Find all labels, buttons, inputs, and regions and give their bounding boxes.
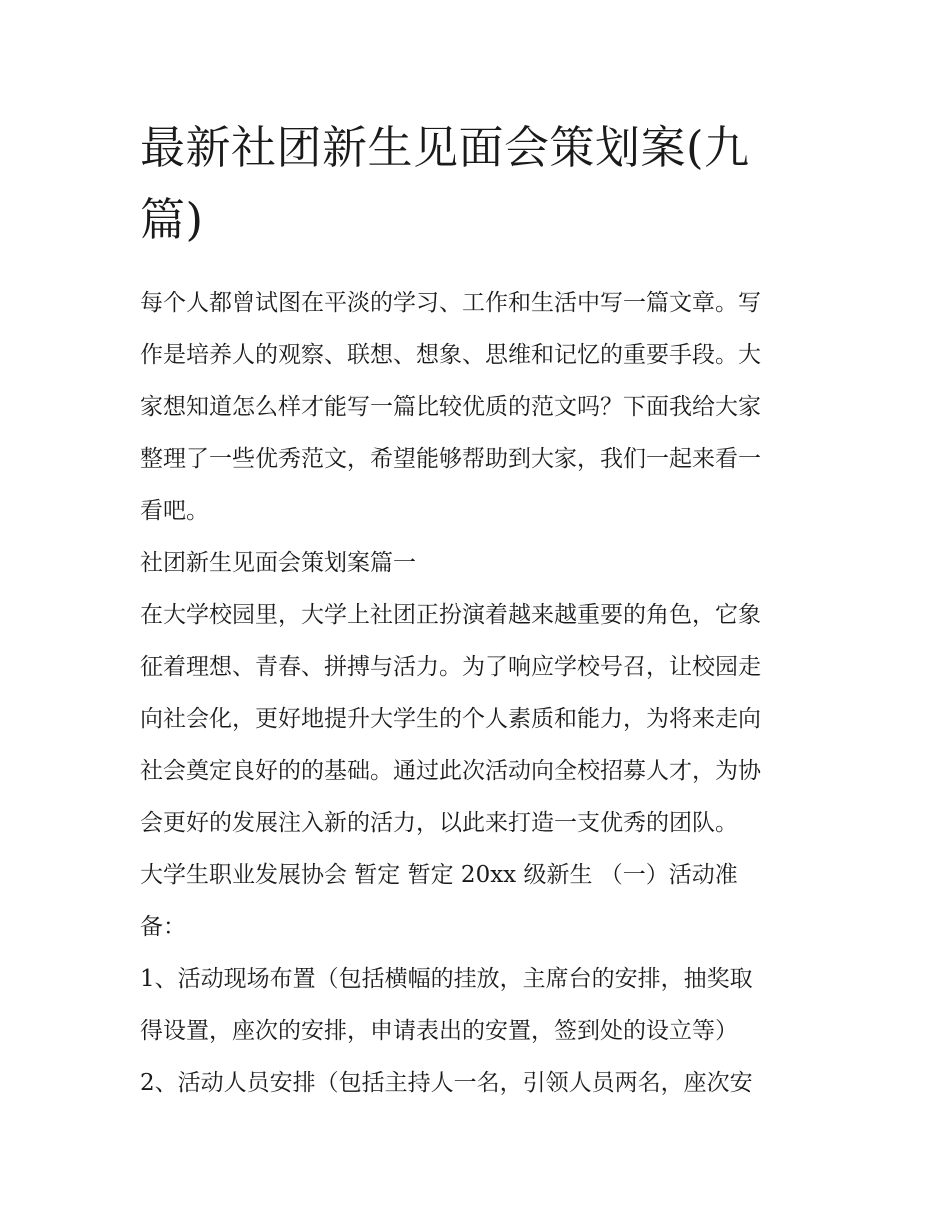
paragraph-line: 大学生职业发展协会 暂定 暂定 20xx 级新生 （一）活动准 bbox=[140, 862, 738, 888]
paragraph-line: 会更好的发展注入新的活力，以此来打造一支优秀的团队。 bbox=[140, 810, 738, 836]
intro-paragraph-line: 作是培养人的观察、联想、想象、思维和记忆的重要手段。大 bbox=[140, 342, 761, 368]
section-heading: 社团新生见面会策划案篇一 bbox=[140, 550, 416, 576]
paragraph-line: 向社会化，更好地提升大学生的个人素质和能力，为将来走向 bbox=[140, 706, 761, 732]
list-item-line: 2、活动人员安排（包括主持人一名，引领人员两名，座次安 bbox=[140, 1070, 753, 1096]
intro-paragraph-line: 看吧。 bbox=[140, 498, 209, 524]
document-page bbox=[140, 112, 812, 1109]
list-item-line: 得设置，座次的安排，申请表出的安置，签到处的设立等） bbox=[140, 1018, 738, 1044]
intro-paragraph-line: 每个人都曾试图在平淡的学习、工作和生活中写一篇文章。写 bbox=[140, 290, 761, 316]
title-line: 最新社团新生见面会策划案(九 bbox=[140, 121, 750, 174]
document-body bbox=[140, 277, 812, 1109]
title-line: 篇) bbox=[140, 193, 204, 246]
paragraph-line: 社会奠定良好的的基础。通过此次活动向全校招募人才，为协 bbox=[140, 758, 761, 784]
list-item-line: 1、活动现场布置（包括横幅的挂放，主席台的安排，抽奖取 bbox=[140, 966, 753, 992]
paragraph-line: 征着理想、青春、拼搏与活力。为了响应学校号召，让校园走 bbox=[140, 654, 761, 680]
intro-paragraph-line: 整理了一些优秀范文，希望能够帮助到大家，我们一起来看一 bbox=[140, 446, 761, 472]
document-title bbox=[140, 112, 812, 256]
paragraph-line: 在大学校园里，大学上社团正扮演着越来越重要的角色，它象 bbox=[140, 602, 761, 628]
paragraph-line: 备： bbox=[140, 914, 186, 940]
intro-paragraph-line: 家想知道怎么样才能写一篇比较优质的范文吗？下面我给大家 bbox=[140, 394, 761, 420]
